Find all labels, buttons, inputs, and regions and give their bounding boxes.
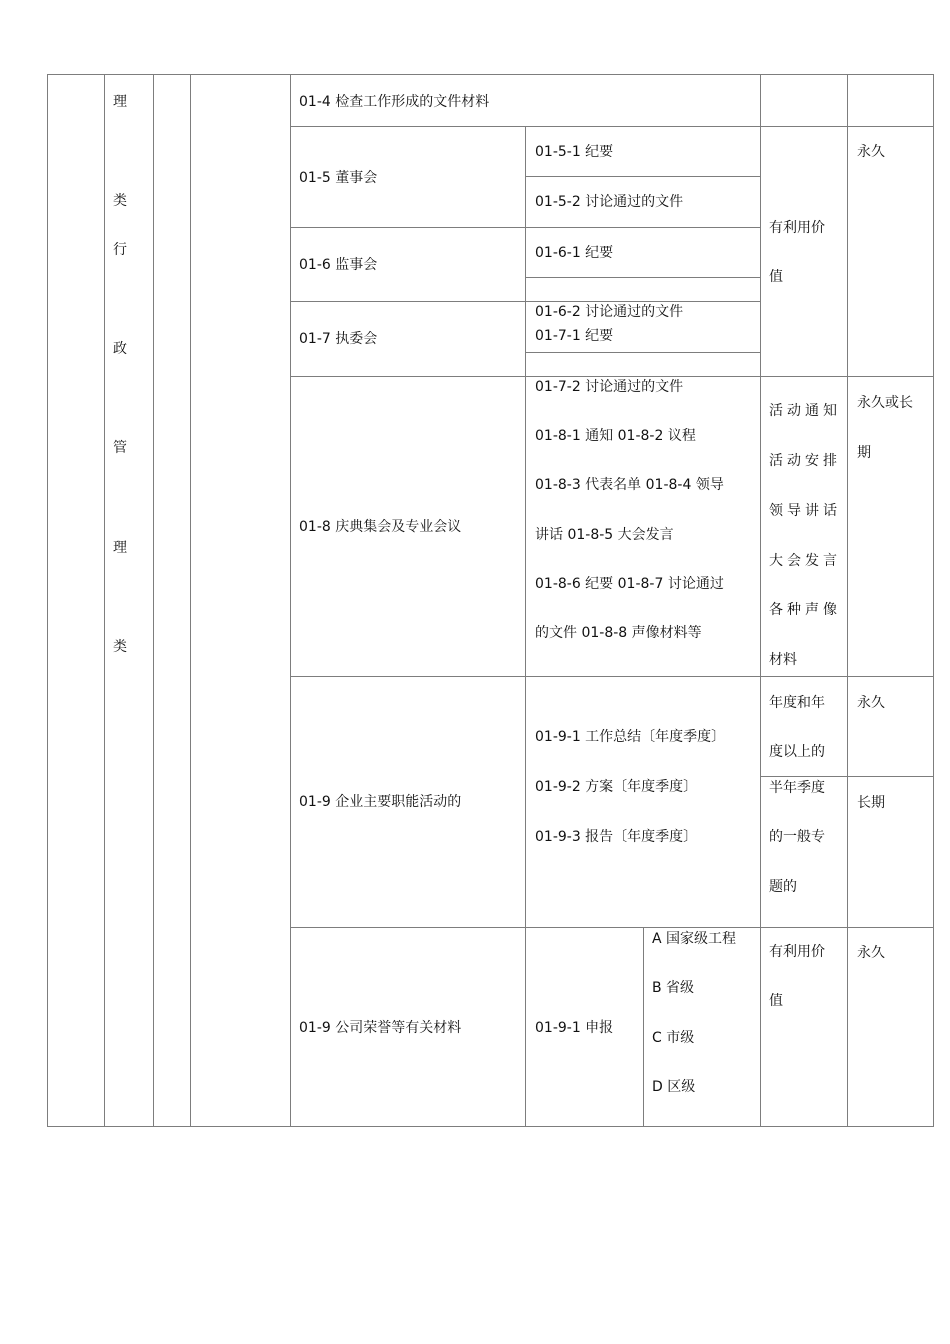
grid-line (190, 74, 191, 1126)
grid-line (290, 927, 934, 928)
grid-line (47, 1126, 934, 1127)
row-item: 01-8-1 通知 01-8-2 议程 (535, 428, 696, 444)
grid-line (643, 927, 644, 1126)
row-title: 01-9 公司荣誉等有关材料 (299, 1020, 462, 1036)
row-item: 01-5-2 讨论通过的文件 (535, 194, 684, 210)
row-item: 01-5-1 纪要 (535, 144, 614, 160)
grid-line (525, 352, 761, 353)
content-cell: 大会发言 (769, 553, 841, 569)
grid-line (290, 74, 291, 1126)
content-cell: 活动通知 (769, 403, 841, 419)
level-item: B 省级 (652, 980, 695, 996)
grid-line (104, 74, 105, 1126)
row-item: 的文件 01-8-8 声像材料等 (535, 625, 702, 641)
row-item: 01-9-3 报告〔年度季度〕 (535, 829, 698, 845)
grid-line (933, 74, 934, 1126)
grid-line (47, 74, 48, 1126)
grid-line (760, 776, 934, 777)
row-title: 01-7 执委会 (299, 331, 378, 347)
content-cell: 值 (769, 269, 783, 285)
row-title: 01-8 庆典集会及专业会议 (299, 519, 462, 535)
grid-line (290, 126, 934, 127)
category-char: 理 (113, 94, 127, 110)
category-char: 类 (113, 639, 127, 655)
category-char: 理 (113, 540, 127, 556)
row-item: 01-7-2 讨论通过的文件 (535, 379, 684, 395)
grid-line (290, 676, 934, 677)
grid-line (525, 176, 761, 177)
content-cell: 半年季度 (769, 780, 825, 796)
level-item: D 区级 (652, 1079, 696, 1095)
grid-line (525, 376, 526, 1126)
level-item: A 国家级工程 (652, 931, 737, 947)
row-title: 01-5 董事会 (299, 170, 378, 186)
row-item: 01-6-2 讨论通过的文件 (535, 304, 684, 320)
period-cell: 永久 (857, 695, 885, 711)
category-char: 管 (113, 440, 127, 456)
period-cell: 永久或长 (857, 395, 913, 411)
grid-line (525, 126, 526, 376)
row-item: 01-9-2 方案〔年度季度〕 (535, 779, 698, 795)
row-title: 01-4 检查工作形成的文件材料 (299, 94, 490, 110)
content-cell: 有利用价 (769, 944, 825, 960)
content-cell: 的一般专 (769, 829, 825, 845)
row-item: 01-9-1 申报 (535, 1020, 614, 1036)
content-cell: 各种声像 (769, 602, 841, 618)
content-cell: 年度和年 (769, 695, 825, 711)
content-cell: 活动安排 (769, 453, 841, 469)
category-char: 类 (113, 193, 127, 209)
grid-line (290, 301, 761, 302)
content-cell: 材料 (769, 652, 797, 668)
row-item: 讲话 01-8-5 大会发言 (535, 527, 674, 543)
grid-line (525, 277, 761, 278)
grid-line (47, 74, 934, 75)
row-item: 01-6-1 纪要 (535, 245, 614, 261)
content-cell: 值 (769, 993, 783, 1009)
row-item: 01-8-3 代表名单 01-8-4 领导 (535, 477, 724, 493)
row-item: 01-7-1 纪要 (535, 328, 614, 344)
period-cell: 期 (857, 445, 871, 461)
row-title: 01-6 监事会 (299, 257, 378, 273)
content-cell: 领导讲话 (769, 503, 841, 519)
period-cell: 永久 (857, 144, 885, 160)
grid-line (290, 227, 761, 228)
content-cell: 度以上的 (769, 744, 825, 760)
period-cell: 永久 (857, 945, 885, 961)
row-title: 01-9 企业主要职能活动的 (299, 794, 462, 810)
grid-line (153, 74, 154, 1126)
grid-line (847, 74, 848, 1126)
category-char: 行 (113, 242, 127, 258)
content-cell: 有利用价 (769, 220, 825, 236)
period-cell: 长期 (857, 795, 885, 811)
level-item: C 市级 (652, 1030, 695, 1046)
row-item: 01-9-1 工作总结〔年度季度〕 (535, 729, 726, 745)
grid-line (760, 74, 761, 1126)
category-char: 政 (113, 341, 127, 357)
content-cell: 题的 (769, 879, 797, 895)
row-item: 01-8-6 纪要 01-8-7 讨论通过 (535, 576, 724, 592)
